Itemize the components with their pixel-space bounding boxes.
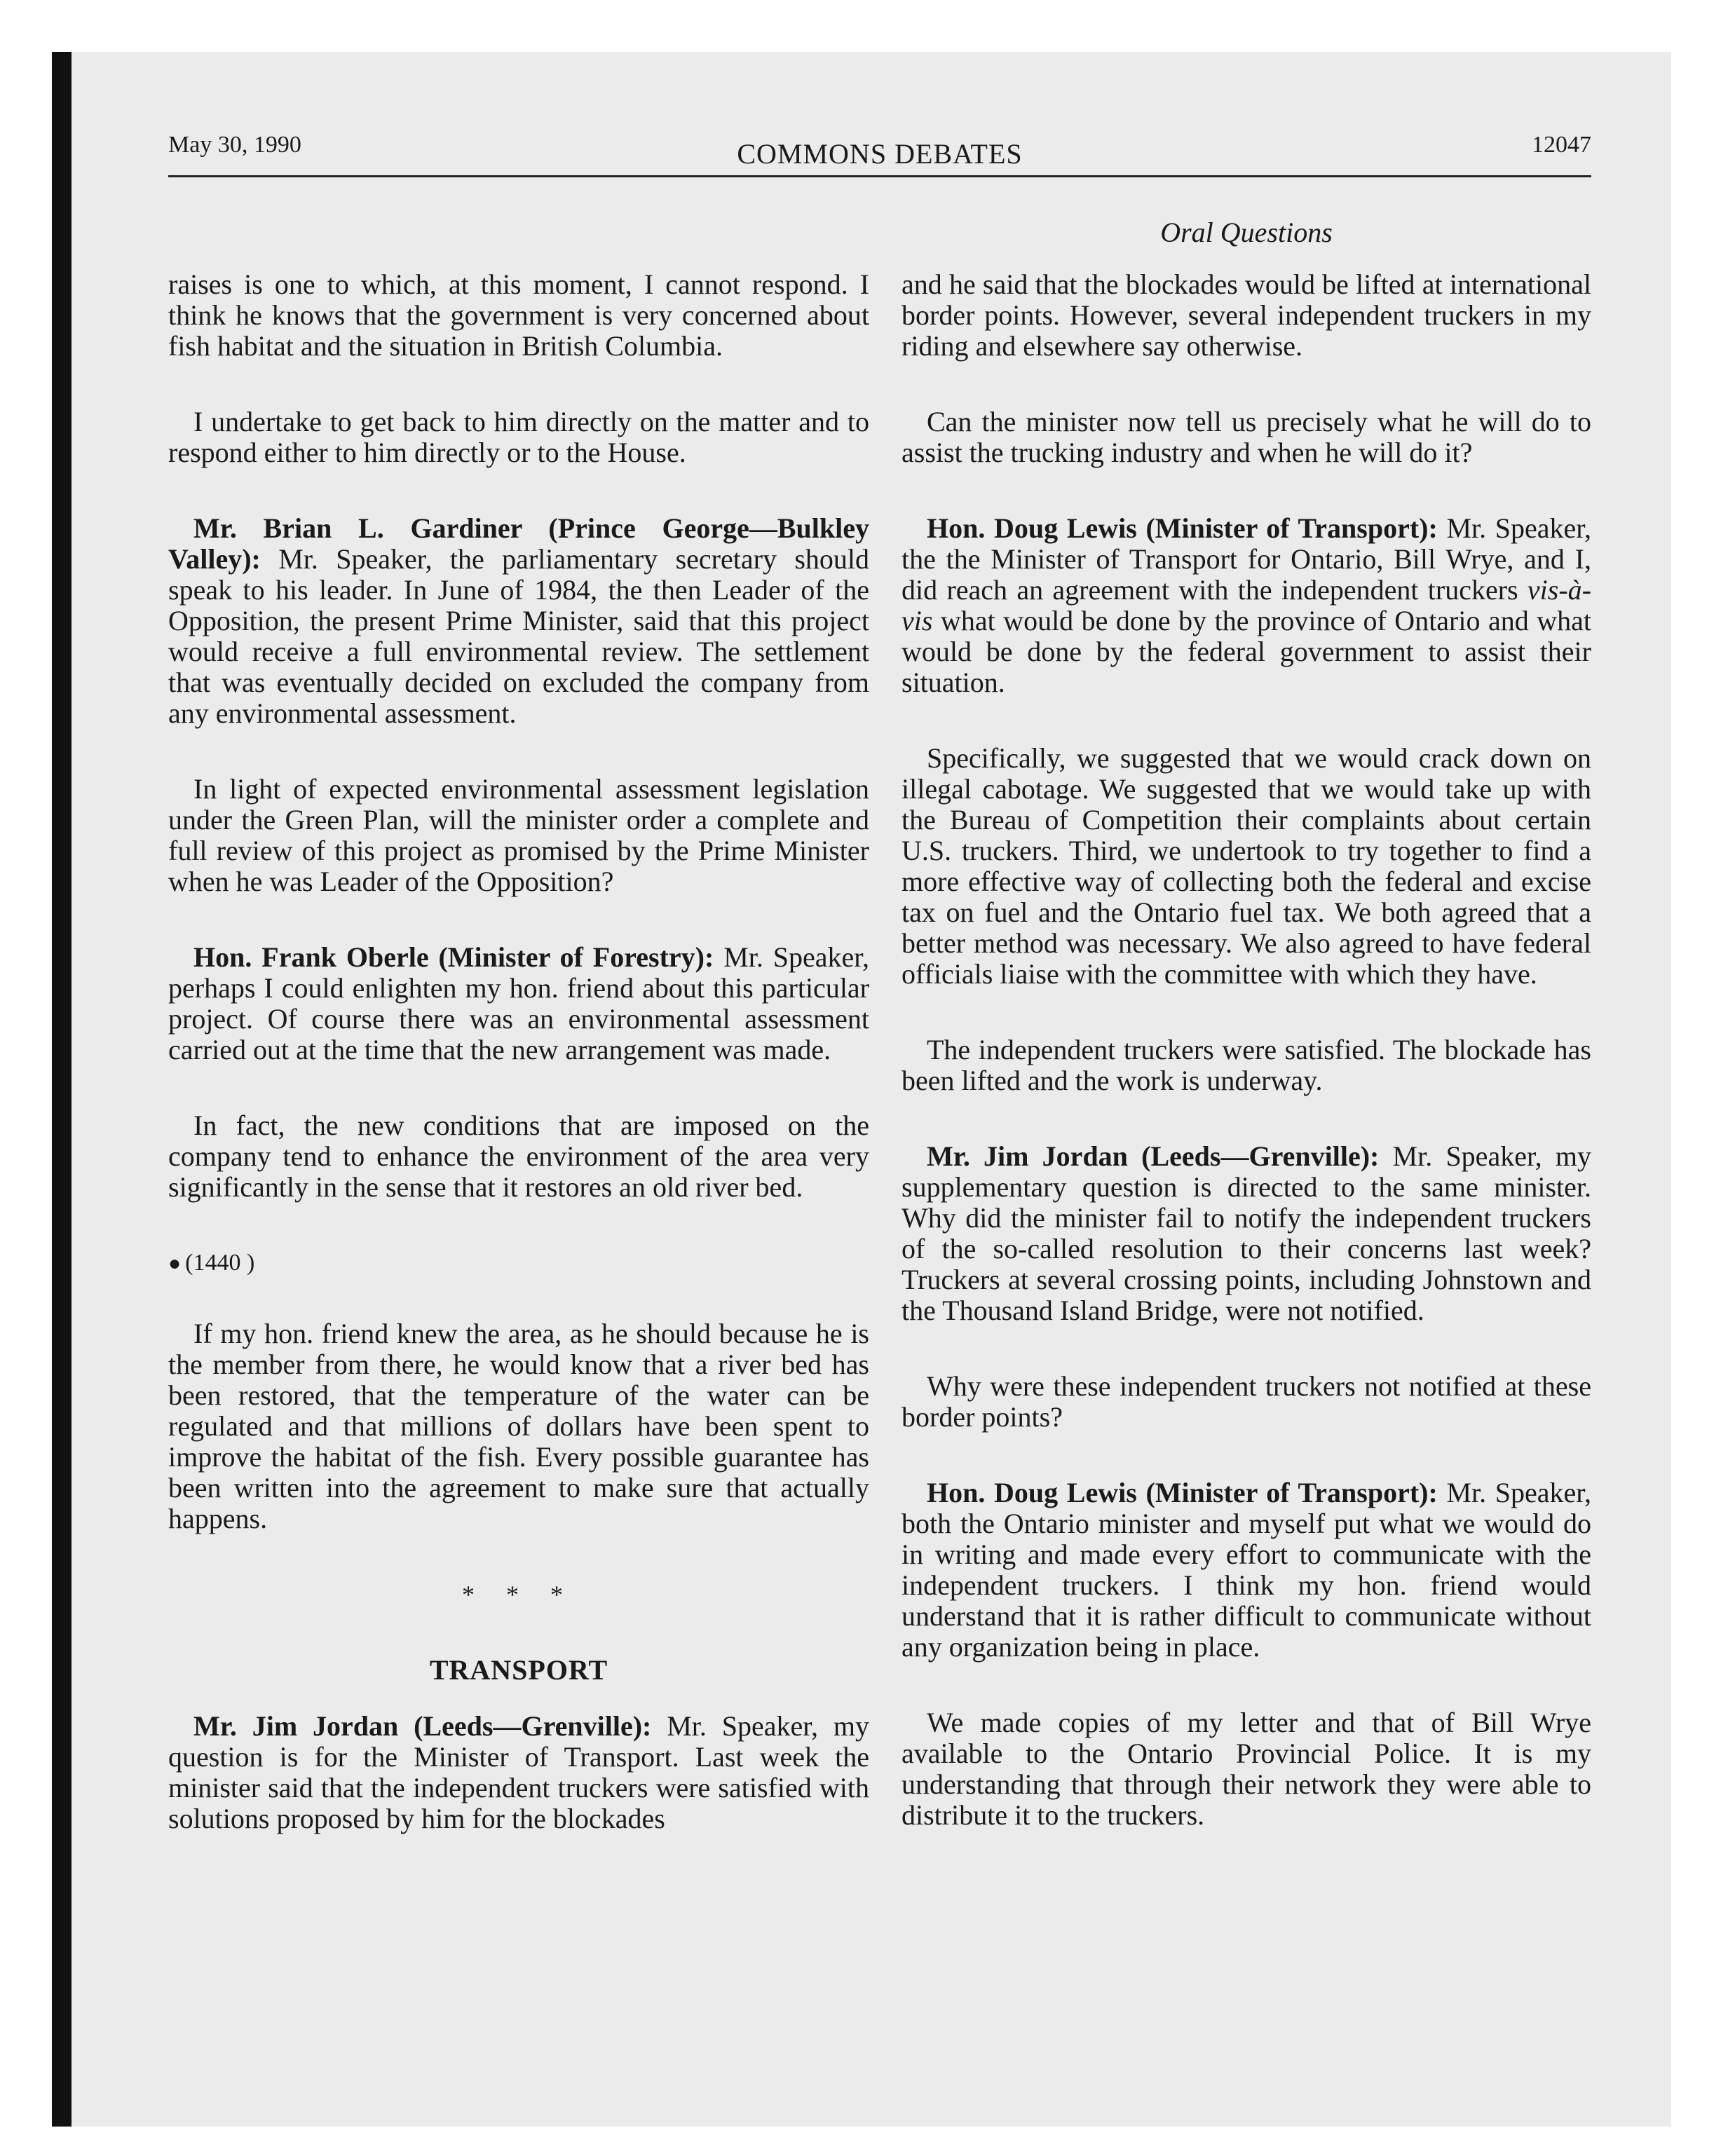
paragraph: If my hon. friend knew the area, as he should because he is the member from there, he would know that a river bed has been restored, that the temperature of the water can be regulated and that millions of dollars have been spent to improve the habitat of the fish. Every possible guarantee has been written into the agreement to make sure that actually happens. xyxy=(168,1318,869,1534)
section-separator: * * * xyxy=(462,1581,576,1609)
section-title: Oral Questions xyxy=(1160,217,1333,248)
paragraph: raises is one to which, at this moment, I cannot respond. I think he knows that the government is very concerned about fish habitat and the situation in British Columbia. xyxy=(168,268,869,362)
header-rule xyxy=(168,175,1591,177)
speaker-name: Hon. Doug Lewis (Minister of Transport): xyxy=(927,1477,1438,1508)
paragraph xyxy=(168,942,869,1065)
section-heading: TRANSPORT xyxy=(429,1654,608,1686)
binding-edge xyxy=(52,52,72,2127)
right-column xyxy=(901,269,1591,1831)
speech-text: Mr. Speaker, my question is for the Minister of Transport. Last week the minister said that the independent truckers were satisfied with solutions proposed by him for the blockades xyxy=(168,1710,869,1834)
paragraph: I undertake to get back to him directly on the matter and to respond either to him directly or to the House. xyxy=(168,406,869,468)
italic-phrase: vis-à-vis xyxy=(901,574,1591,636)
page-header xyxy=(168,132,1591,174)
speaker-name: Hon. Doug Lewis (Minister of Transport): xyxy=(927,512,1438,544)
paragraph xyxy=(901,1478,1591,1663)
speech-text: Mr. Speaker, my supplementary question is directed to the same minister. Why did the minister fail to notify the independent truckers of the so-called resolution to their concerns last week? Truckers at several crossing points, including Johnstown and the Thousand Island Bridge, were not notified. xyxy=(901,1140,1591,1326)
paragraph xyxy=(168,513,869,729)
speech-text: Mr. Speaker, the the Minister of Transport for Ontario, Bill Wrye, and I, did reach an agreement with the independent truckers xyxy=(901,512,1592,606)
paragraph: Why were these independent truckers not notified at these border points? xyxy=(901,1370,1591,1433)
speech-text: what would be done by the province of Ontario and what would be done by the federal government to assist their situation. xyxy=(901,605,1591,698)
paragraph: In fact, the new conditions that are imposed on the company tend to enhance the environment of the area very significantly in the sense that it restores an old river bed. xyxy=(168,1110,869,1203)
speech-text: Mr. Speaker, the parliamentary secretary should speak to his leader. In June of 1984, the then Leader of the Opposition, the present Prime Minister, said that this project would receive a full environmental review. The settlement that was eventually decided on excluded the company from any environmental assessment. xyxy=(168,543,869,729)
paragraph: The independent truckers were satisfied. The blockade has been lifted and the work is underway. xyxy=(901,1034,1591,1096)
timestamp-text: (1440 ) xyxy=(185,1250,255,1276)
paragraph xyxy=(168,1711,869,1834)
speaker-name: Mr. Jim Jordan (Leeds—Grenville): xyxy=(927,1140,1380,1172)
bullet-icon: ● xyxy=(168,1252,182,1275)
speaker-name: Mr. Jim Jordan (Leeds—Grenville): xyxy=(193,1710,652,1742)
speech-text: Mr. Speaker, perhaps I could enlighten my hon. friend about this particular project. Of course there was an environmental assessment carried out at the time that the new arrangement was made. xyxy=(168,941,870,1065)
header-date: May 30, 1990 xyxy=(168,132,301,158)
paragraph xyxy=(901,1141,1591,1326)
left-column xyxy=(168,269,869,1834)
speaker-name: Mr. Brian L. Gardiner (Prince George—Bulkley Valley): xyxy=(168,512,869,575)
paragraph: In light of expected environmental assessment legislation under the Green Plan, will the minister order a complete and full review of this project as promised by the Prime Minister when he was Leader of the Opposition? xyxy=(168,773,869,897)
paragraph: and he said that the blockades would be lifted at international border points. However, several independent truckers in my riding and elsewhere say otherwise. xyxy=(901,268,1591,362)
paragraph: We made copies of my letter and that of Bill Wrye available to the Ontario Provincial Police. It is my understanding that through their network they were able to distribute it to the truckers. xyxy=(901,1707,1591,1831)
paragraph xyxy=(901,513,1591,698)
paragraph: Can the minister now tell us precisely what he will do to assist the trucking industry and when he will do it? xyxy=(901,406,1591,468)
header-page-number: 12047 xyxy=(1532,132,1591,158)
speaker-name: Hon. Frank Oberle (Minister of Forestry): xyxy=(193,941,714,973)
paragraph: Specifically, we suggested that we would crack down on illegal cabotage. We suggested that we would take up with the Bureau of Competition their complaints about certain U.S. truckers. Third, we undertook to try together to find a more effective way of collecting both the federal and excise tax on fuel and the Ontario fuel tax. We both agreed that a better method was necessary. We also agreed to have federal officials liaise with the committee with which they have. xyxy=(901,742,1591,990)
header-title: COMMONS DEBATES xyxy=(737,138,1023,170)
timestamp xyxy=(168,1248,869,1279)
speech-text: Mr. Speaker, both the Ontario minister and myself put what we would do in writing and made every effort to communicate with the independent truckers. I think my hon. friend would understand that it is rather difficult to communicate without any organization being in place. xyxy=(901,1477,1592,1663)
